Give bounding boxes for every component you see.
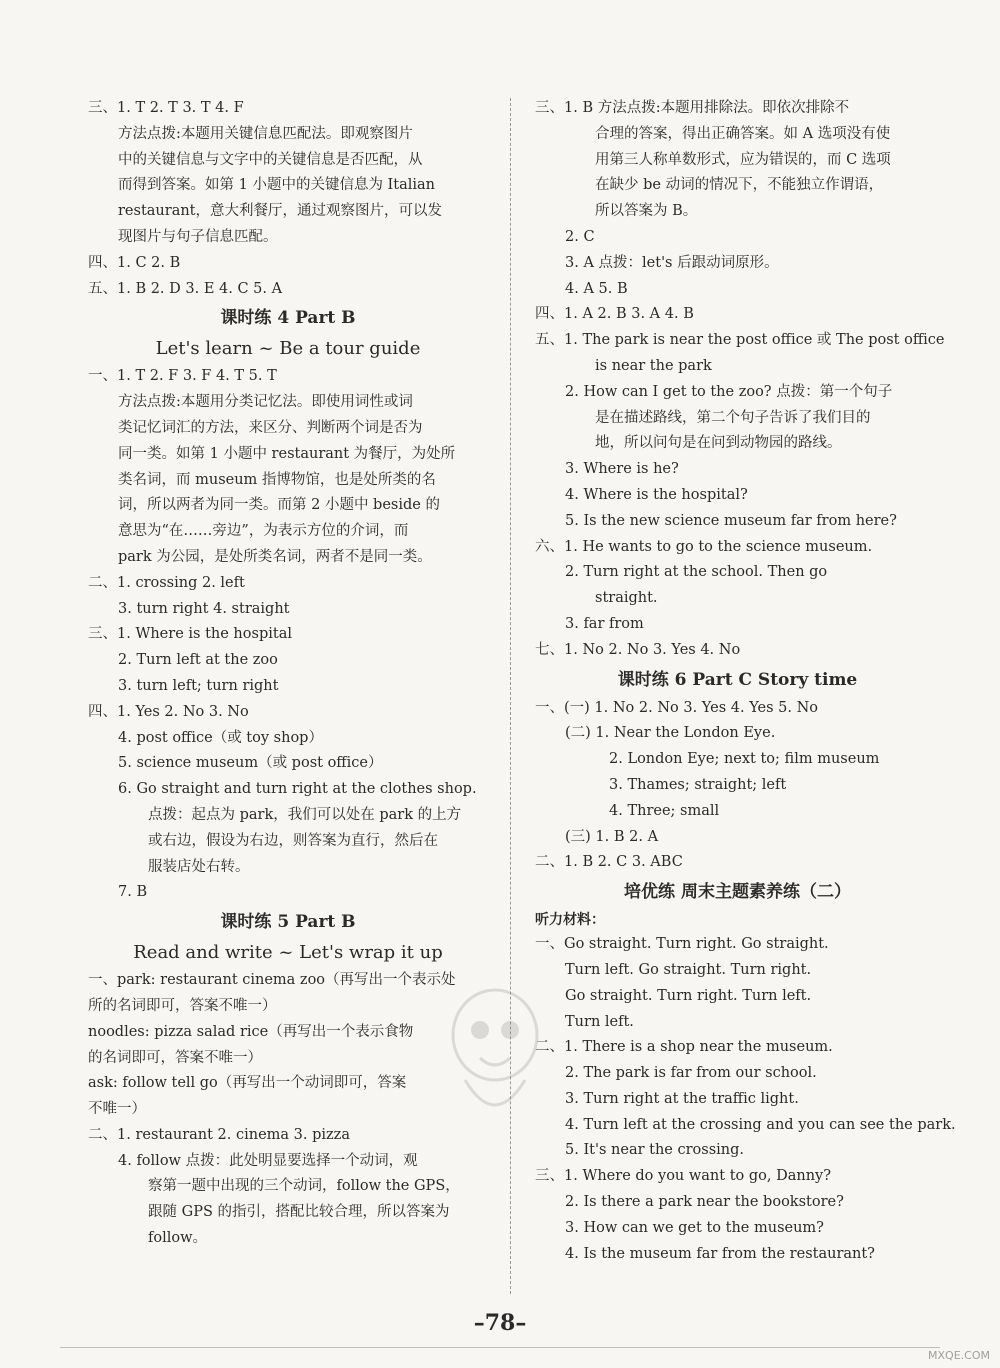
left-answer-line: 2. Turn left at the zoo — [118, 652, 278, 669]
left-answer-line: 3. turn left; turn right — [118, 677, 279, 694]
right-answer-line: 听力材料： — [535, 912, 605, 929]
right-answer-line: 2. Is there a park near the bookstore? — [565, 1194, 844, 1211]
right-answer-line: 二、1. There is a shop near the museum. — [535, 1039, 833, 1056]
left-answer-line: ask: follow tell go（再写出一个动词即可，答案 — [88, 1075, 407, 1092]
left-answer-line: 五、1. B 2. D 3. E 4. C 5. A — [88, 280, 283, 297]
left-answer-line: 四、1. C 2. B — [88, 254, 181, 271]
right-answer-line: 3. Thames; straight; left — [609, 776, 787, 793]
left-answer-line: 三、1. Where is the hospital — [88, 626, 292, 643]
right-column — [535, 96, 956, 1267]
right-answer-line: 所以答案为 B。 — [595, 203, 698, 220]
right-answer-line: 3. Where is he? — [565, 461, 679, 478]
right-answer-line: 用第三人称单数形式，应为错误的，而 C 选项 — [595, 151, 891, 168]
bottom-rule — [60, 1347, 940, 1348]
left-answer-line: 方法点拨:本题用分类记忆法。即使用词性或词 — [118, 394, 413, 411]
left-answer-line: 3. turn right 4. straight — [118, 600, 290, 617]
left-column — [88, 96, 488, 1252]
left-answer-line: 而得到答案。如第 1 小题中的关键信息为 Italian — [118, 177, 436, 194]
right-answer-line: 3. Turn right at the traffic light. — [565, 1090, 799, 1107]
right-answer-line: 2. C — [565, 228, 595, 245]
left-answer-line: 三、1. T 2. T 3. T 4. F — [88, 100, 244, 116]
right-answer-line: 4. Is the museum far from the restaurant? — [565, 1245, 875, 1262]
left-answer-line: 的名词即可，答案不唯一） — [88, 1049, 262, 1066]
right-answer-line: 在缺少 be 动词的情况下，不能独立作谓语， — [595, 177, 884, 194]
right-answer-line: 2. Turn right at the school. Then go — [565, 564, 828, 581]
right-answer-line: straight. — [595, 590, 658, 607]
right-answer-line: 地，所以问句是在问到动物园的路线。 — [595, 435, 842, 452]
watermark-text: MXQE.COM — [928, 1349, 990, 1362]
left-answer-line: 中的关键信息与文字中的关键信息是否匹配，从 — [118, 151, 423, 168]
right-answer-line: 五、1. The park is near the post office 或 The post office — [535, 332, 945, 349]
left-answer-line: 察第一题中出现的三个动词，follow the GPS， — [148, 1178, 460, 1195]
left-answer-line: 现图片与句子信息匹配。 — [118, 228, 278, 245]
left-answer-line: 意思为“在……旁边”，为表示方位的介词，而 — [118, 523, 409, 540]
right-answer-line: 3. How can we get to the museum? — [565, 1219, 824, 1236]
right-answer-line: 四、1. A 2. B 3. A 4. B — [535, 306, 694, 323]
left-answer-line: 课时练 4 Part B — [220, 308, 356, 329]
right-answer-line: 2. The park is far from our school. — [565, 1065, 817, 1082]
right-answer-line: 一、(一) 1. No 2. No 3. Yes 4. Yes 5. No — [535, 699, 818, 716]
left-answer-line: 类记忆词汇的方法，来区分、判断两个词是否为 — [118, 419, 423, 436]
right-answer-line: Go straight. Turn right. Turn left. — [565, 987, 812, 1004]
right-answer-line: 合理的答案，得出正确答案。如 A 选项没有使 — [595, 125, 891, 142]
right-answer-line: 5. It's near the crossing. — [565, 1142, 745, 1159]
right-answer-line: 4. Three; small — [609, 802, 720, 819]
left-answer-line: 类名词，而 museum 指博物馆，也是处所类的名 — [118, 471, 436, 488]
right-answer-line: 三、1. B 方法点拨:本题用排除法。即依次排除不 — [535, 100, 850, 116]
right-answer-line: 课时练 6 Part C Story time — [617, 669, 858, 690]
right-answer-line: 六、1. He wants to go to the science museum. — [535, 538, 873, 555]
left-answer-line: restaurant，意大利餐厅，通过观察图片，可以发 — [118, 203, 443, 220]
right-answer-line: 4. Turn left at the crossing and you can see the park. — [565, 1116, 956, 1133]
page-number-value: 78 — [484, 1310, 516, 1336]
right-answer-line: 培优练 周末主题素养练（二） — [624, 882, 851, 903]
left-answer-line: 不唯一） — [88, 1101, 146, 1118]
right-answer-line: 2. How can I get to the zoo? 点拨：第一个句子 — [565, 383, 893, 400]
right-answer-line: (三) 1. B 2. A — [565, 828, 659, 845]
left-answer-line: 二、1. crossing 2. left — [88, 574, 245, 591]
right-answer-line: 3. far from — [565, 615, 644, 632]
left-answer-line: 7. B — [118, 884, 148, 901]
right-answer-line: 3. A 点拨：let's 后跟动词原形。 — [565, 254, 779, 271]
left-answer-line: follow。 — [148, 1230, 208, 1247]
left-answer-line: Read and write ~ Let's wrap it up — [133, 942, 443, 964]
left-answer-line: 四、1. Yes 2. No 3. No — [88, 703, 249, 720]
right-answer-line: 是在描述路线，第二个句子告诉了我们目的 — [595, 409, 871, 426]
left-answer-line: park 为公园，是处所类名词，两者不是同一类。 — [118, 548, 432, 565]
left-answer-line: 二、1. restaurant 2. cinema 3. pizza — [88, 1126, 350, 1143]
left-answer-line: 服装店处右转。 — [148, 858, 250, 875]
right-answer-line: 2. London Eye; next to; film museum — [609, 751, 880, 768]
left-answer-line: 点拨：起点为 park，我们可以处在 park 的上方 — [148, 806, 462, 823]
right-answer-line: (二) 1. Near the London Eye. — [565, 725, 776, 742]
left-answer-line: 所的名词即可，答案不唯一） — [88, 997, 277, 1014]
left-answer-line: 跟随 GPS 的指引，搭配比较合理，所以答案为 — [148, 1204, 450, 1221]
mascot-icon — [440, 980, 550, 1130]
left-answer-line: 一、1. T 2. F 3. F 4. T 5. T — [88, 368, 277, 385]
right-answer-line: is near the park — [595, 357, 712, 374]
right-answer-line: 4. Where is the hospital? — [565, 486, 748, 503]
right-answer-line: 4. A 5. B — [565, 280, 628, 297]
right-answer-line: Turn left. Go straight. Turn right. — [565, 961, 812, 978]
left-answer-line: 方法点拨:本题用关键信息匹配法。即观察图片 — [118, 125, 413, 142]
left-answer-line: 一、park: restaurant cinema zoo（再写出一个表示处 — [88, 972, 456, 989]
right-answer-line: 七、1. No 2. No 3. Yes 4. No — [535, 641, 741, 658]
left-answer-line: 4. post office（或 toy shop） — [118, 729, 323, 746]
left-answer-line: 6. Go straight and turn right at the clothes shop. — [118, 781, 477, 798]
left-answer-line: 同一类。如第 1 小题中 restaurant 为餐厅，为处所 — [118, 445, 456, 462]
page-number: –78– — [473, 1310, 527, 1336]
right-answer-line: 三、1. Where do you want to go, Danny? — [535, 1168, 832, 1185]
right-answer-line: 二、1. B 2. C 3. ABC — [535, 854, 683, 871]
left-answer-line: 或右边，假设为右边，则答案为直行，然后在 — [148, 832, 438, 849]
left-answer-line: 课时练 5 Part B — [220, 912, 356, 933]
left-answer-line: noodles: pizza salad rice（再写出一个表示食物 — [88, 1023, 414, 1040]
right-answer-line: 一、Go straight. Turn right. Go straight. — [535, 936, 829, 953]
left-answer-line: 5. science museum（或 post office） — [118, 755, 383, 772]
left-answer-line: 4. follow 点拨：此处明显要选择一个动词，观 — [118, 1152, 418, 1169]
left-answer-line: 词，所以两者为同一类。而第 2 小题中 beside 的 — [118, 497, 440, 514]
left-answer-line: Let's learn ~ Be a tour guide — [155, 338, 421, 360]
right-answer-line: Turn left. — [565, 1013, 634, 1030]
right-answer-line: 5. Is the new science museum far from here? — [565, 512, 897, 529]
